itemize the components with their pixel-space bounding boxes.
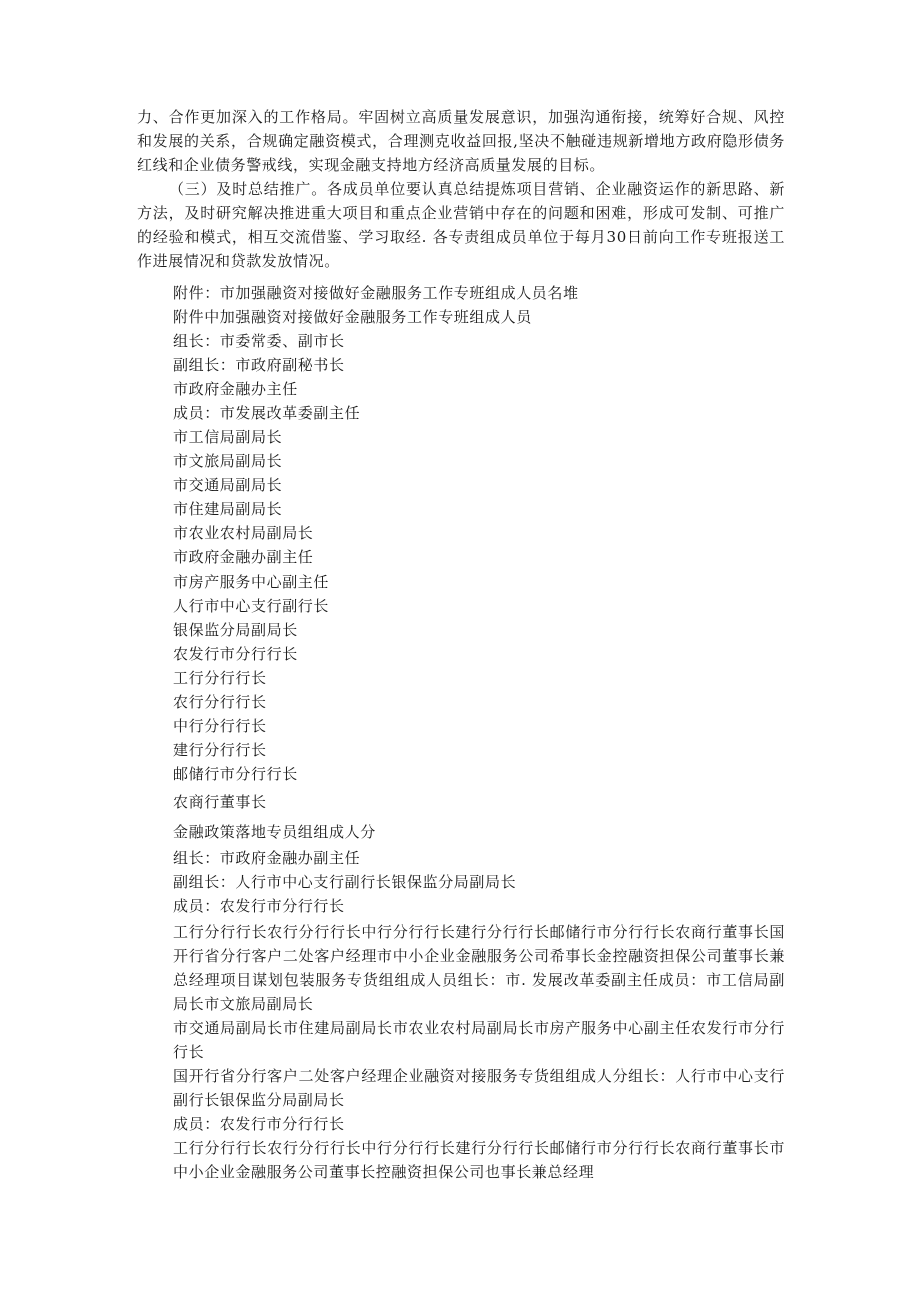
policy-group-block: 工行分行行长农行分行行长中行分行行长建行分行行长邮储行市分行行长农商行董事长国开行省分行客户二处客户经理市中小企业金融服务公司希事长金控融资担保公司董事长兼总经理项目谋划包装服务专货组组成人员组长：市. 发展改革委副主任成员：市工信局副局长市文旅局副局长 — [173, 923, 785, 1013]
policy-group-block: 国开行省分行客户二处客户经理企业融资对接服务专货组组成人分组长：人行市中心支行副行长银保监分局副局长 — [173, 1067, 785, 1109]
member-item: 组长：市委常委、副市长 — [173, 332, 345, 350]
policy-group-deputy: 副组长：人行市中心支行副行长银保监分局副局长 — [173, 873, 517, 891]
member-item: 建行分行行长 — [173, 741, 267, 759]
attachment-title: 附件：市加强融资对接做好金融服务工作专班组成人员名堆 — [173, 284, 579, 302]
member-item: 农行分行行长 — [173, 693, 267, 711]
member-item: 市政府金融办副主任 — [173, 548, 314, 566]
member-item: 成员：市发展改革委副主任 — [173, 404, 361, 422]
member-item: 银保监分局副局长 — [173, 621, 298, 639]
member-item: 市农业农村局副局长 — [173, 524, 314, 542]
member-item: 农商行董事长 — [173, 793, 267, 811]
paragraph-summary-promotion: （三）及时总结推广。各成员单位要认真总结提炼项目营销、企业融资运作的新思路、新方法，及时研究解决推进重大项目和重点企业营销中存在的问题和困难，形成可发制、可推广的经验和模式，相互交流借鉴、学习取经. 各专责组成员单位于每月30日前向工作专班报送工作进展情况和贷款发放情况。 — [137, 180, 785, 270]
financing-group-block: 工行分行行长农行分行行长中行分行行长建行分行行长邮储行市分行行长农商行董事长市中小企业金融服务公司董事长控融资担保公司也事长兼总经理 — [173, 1139, 785, 1181]
paragraph-goals: 力、合作更加深入的工作格局。牢固树立高质量发展意识，加强沟通衔接，统筹好合规、风控和发展的关系，合规确定融资模式，合理测克收益回报,坚决不触碰违规新增地方政府隐形债务红线和企业债务警戒线，实现金融支持地方经济高质量发展的目标。 — [137, 108, 785, 174]
member-item: 邮储行市分行行长 — [173, 765, 298, 783]
member-item: 人行市中心支行副行长 — [173, 597, 330, 615]
member-item: 市住建局副局长 — [173, 500, 283, 518]
member-item: 副组长：市政府副秘书长 — [173, 356, 345, 374]
member-item: 市政府金融办主任 — [173, 380, 298, 398]
member-item: 市交通局副局长 — [173, 476, 283, 494]
policy-group-leader: 组长：市政府金融办副主任 — [173, 849, 361, 867]
policy-group-block: 市交通局副局长市住建局副局长市农业农村局副局长市房产服务中心副主任农发行市分行行长 — [173, 1019, 785, 1061]
policy-group-title: 金融政策落地专员组组成人分 — [173, 823, 376, 841]
member-list-title: 附件中加强融资对接做好金融服务工作专班组成人员 — [173, 308, 532, 326]
member-item: 市工信局副局长 — [173, 428, 283, 446]
financing-group-members: 成员：农发行市分行行长 — [173, 1115, 345, 1133]
member-item: 工行分行行长 — [173, 669, 267, 687]
member-item: 市房产服务中心副主任 — [173, 573, 330, 591]
policy-group-members: 成员：农发行市分行行长 — [173, 897, 345, 915]
member-item: 市文旅局副局长 — [173, 452, 283, 470]
member-item: 中行分行行长 — [173, 717, 267, 735]
member-item: 农发行市分行行长 — [173, 645, 298, 663]
